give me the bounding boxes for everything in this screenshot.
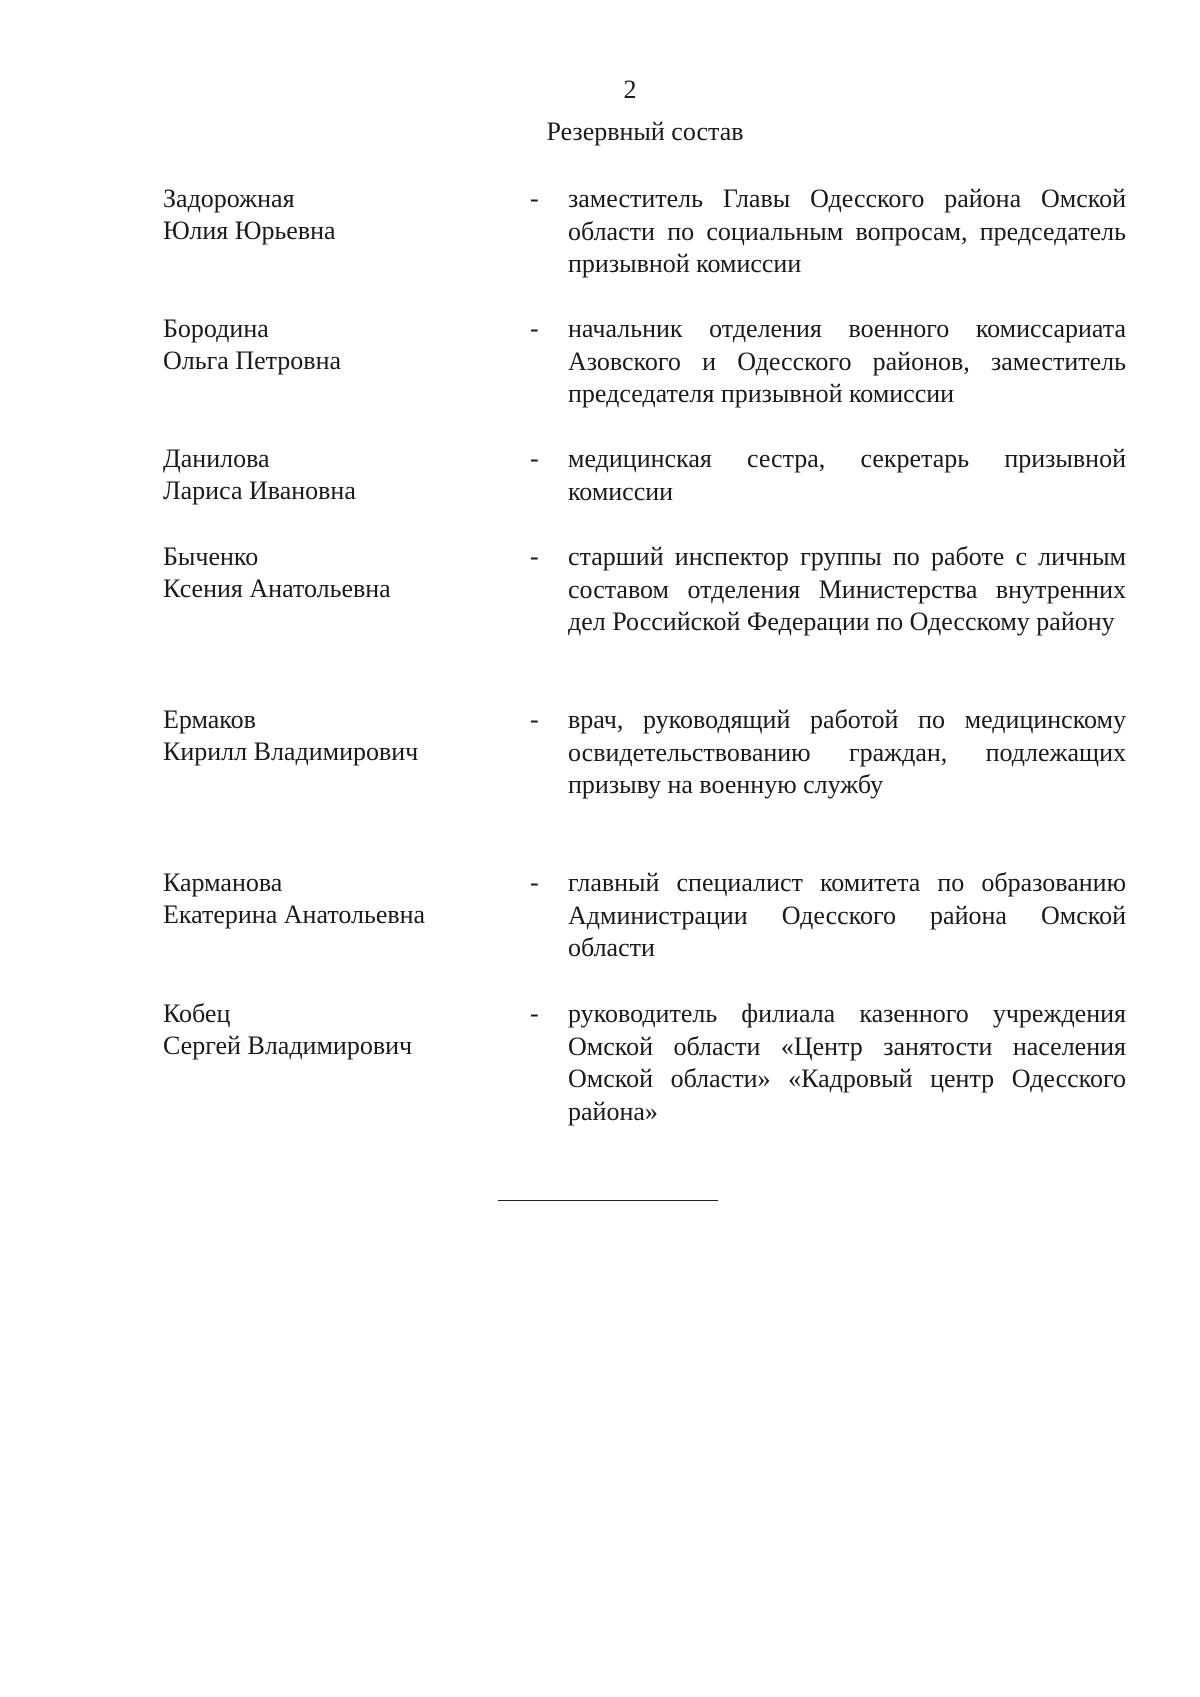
member-name — [163, 443, 493, 507]
member-dash: - — [530, 314, 539, 343]
member-name — [163, 313, 493, 377]
member-dash: - — [530, 705, 539, 734]
member-surname: Задорожная — [163, 184, 295, 213]
member-name — [163, 704, 493, 768]
member-given-names: Кирилл Владимирович — [163, 737, 419, 766]
member-given-names: Ксения Анатольевна — [163, 574, 391, 603]
member-surname: Ермаков — [163, 705, 256, 734]
member-given-names: Екатерина Анатольевна — [163, 900, 426, 929]
member-given-names: Сергей Владимирович — [163, 1031, 413, 1060]
member-surname: Данилова — [163, 444, 270, 473]
member-given-names: Ольга Петровна — [163, 346, 342, 375]
member-dash: - — [530, 999, 539, 1028]
member-surname: Кобец — [163, 999, 231, 1028]
end-of-list-rule — [498, 1200, 718, 1201]
member-dash: - — [530, 184, 539, 213]
member-surname: Быченко — [163, 542, 259, 571]
member-given-names: Лариса Ивановна — [163, 476, 356, 505]
member-role: медицинская сестра, секретарь призывной комиссии — [568, 444, 1126, 506]
member-name — [163, 183, 493, 247]
member-dash: - — [530, 868, 539, 897]
member-name — [163, 998, 493, 1062]
section-title: Резервный состав — [546, 117, 744, 146]
member-role: руководитель филиала казенного учреждения Омской области «Центр занятости населения Омской области» «Кадровый центр Одесского района» — [568, 999, 1126, 1126]
member-surname: Бородина — [163, 314, 269, 343]
member-role: старший инспектор группы по работе с личным составом отделения Министерства внутренних дел Российской Федерации по Одесскому району — [568, 542, 1126, 636]
member-name — [163, 541, 493, 605]
member-surname: Карманова — [163, 868, 283, 897]
member-name — [163, 867, 493, 931]
member-given-names: Юлия Юрьевна — [163, 216, 336, 245]
member-dash: - — [530, 542, 539, 571]
member-role: заместитель Главы Одесского района Омской области по социальным вопросам, председатель призывной комиссии — [568, 184, 1126, 278]
member-role: главный специалист комитета по образованию Администрации Одесского района Омской области — [568, 868, 1126, 962]
member-dash: - — [530, 444, 539, 473]
member-role: начальник отделения военного комиссариата Азовского и Одесского районов, заместитель председателя призывной комиссии — [568, 314, 1126, 408]
page-number: 2 — [623, 75, 637, 104]
member-role: врач, руководящий работой по медицинскому освидетельствованию граждан, подлежащих призыву на военную службу — [568, 705, 1126, 799]
